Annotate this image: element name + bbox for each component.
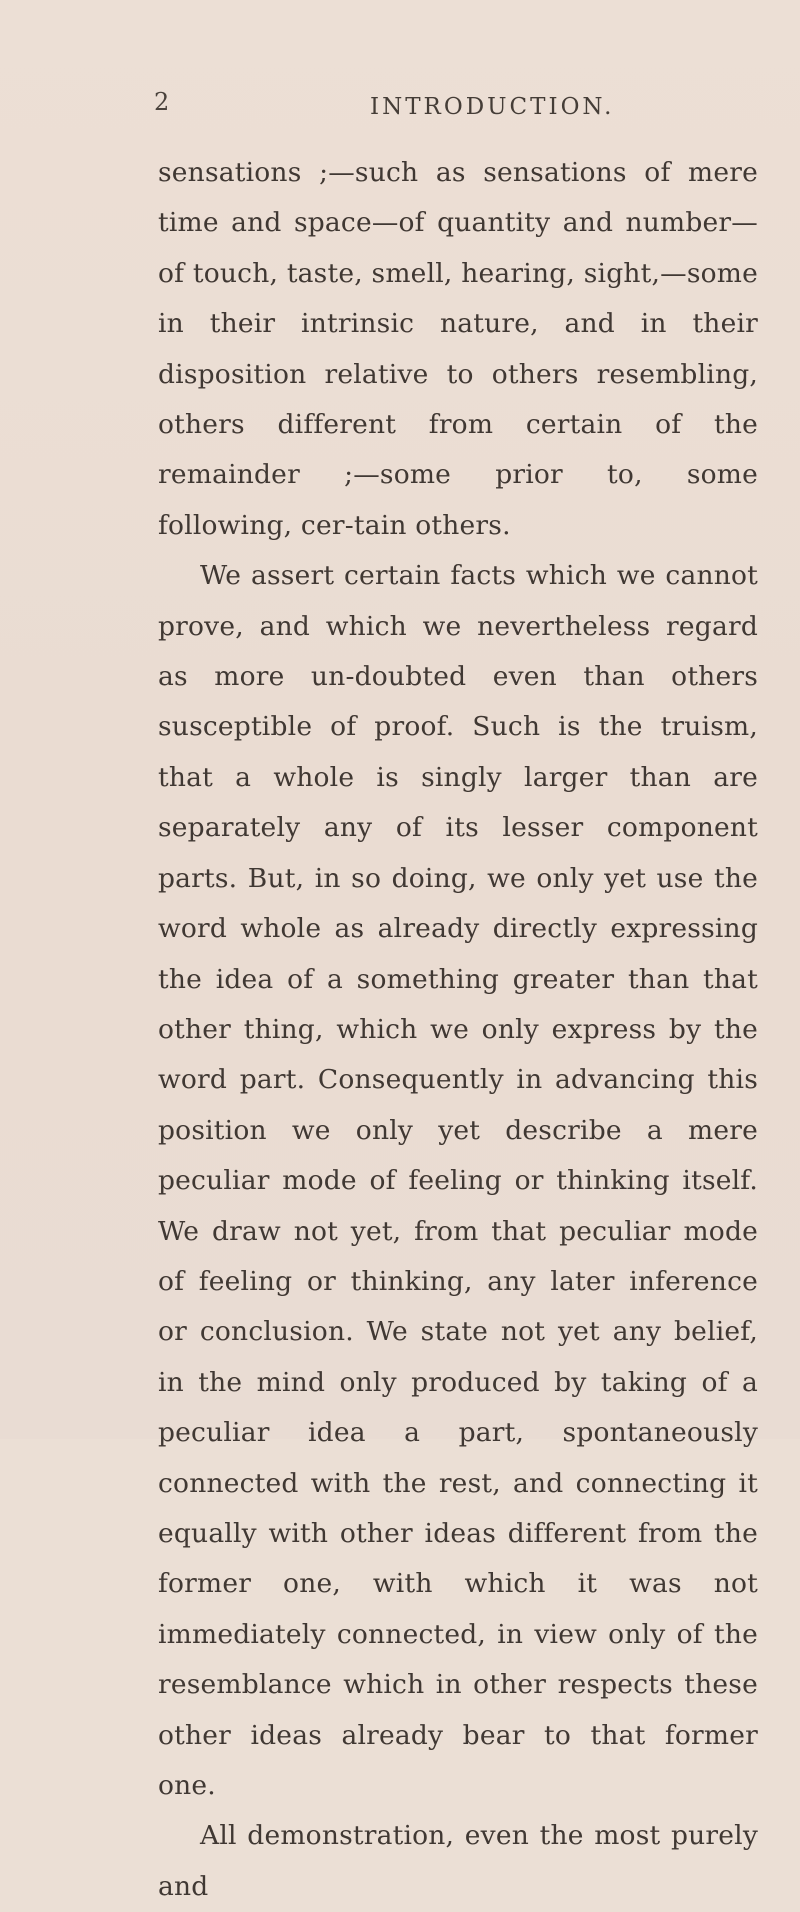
page-number: 2 [154,88,170,116]
page-header [154,88,758,128]
paragraph-start: All demonstration, even the most purely and [158,1820,758,1902]
paragraph-continued: sensations ;—such as sensations of mere time and space—of quantity and number—of touch, taste, smell, hearing, sight,—some in their intrinsic nature, and in their disposition relative to others resembling, others different from certain of the remainder ;—some prior to, some following, cer-tain others. [158,157,758,541]
running-head: INTRODUCTION. [370,94,615,120]
paragraph: We assert certain facts which we cannot prove, and which we nevertheless regard as more un-doubted even than others susceptible of proof. Such is the truism, that a whole is singly larger than are separately any of its lesser component parts. But, in so doing, we only yet use the word whole as already directly expressing the idea of a something greater than that other thing, which we only express by the word part. Consequently in advancing this position we only yet describe a mere peculiar mode of feeling or thinking itself. We draw not yet, from that peculiar mode of feeling or thinking, any later inference or conclusion. We state not yet any belief, in the mind only produced by taking of a peculiar idea a part, spontaneously connected with the rest, and connecting it equally with other ideas different from the former one, with which it was not immediately connected, in view only of the resemblance which in other respects these other ideas already bear to that former one. [158,560,758,1801]
body-text [158,148,758,1912]
